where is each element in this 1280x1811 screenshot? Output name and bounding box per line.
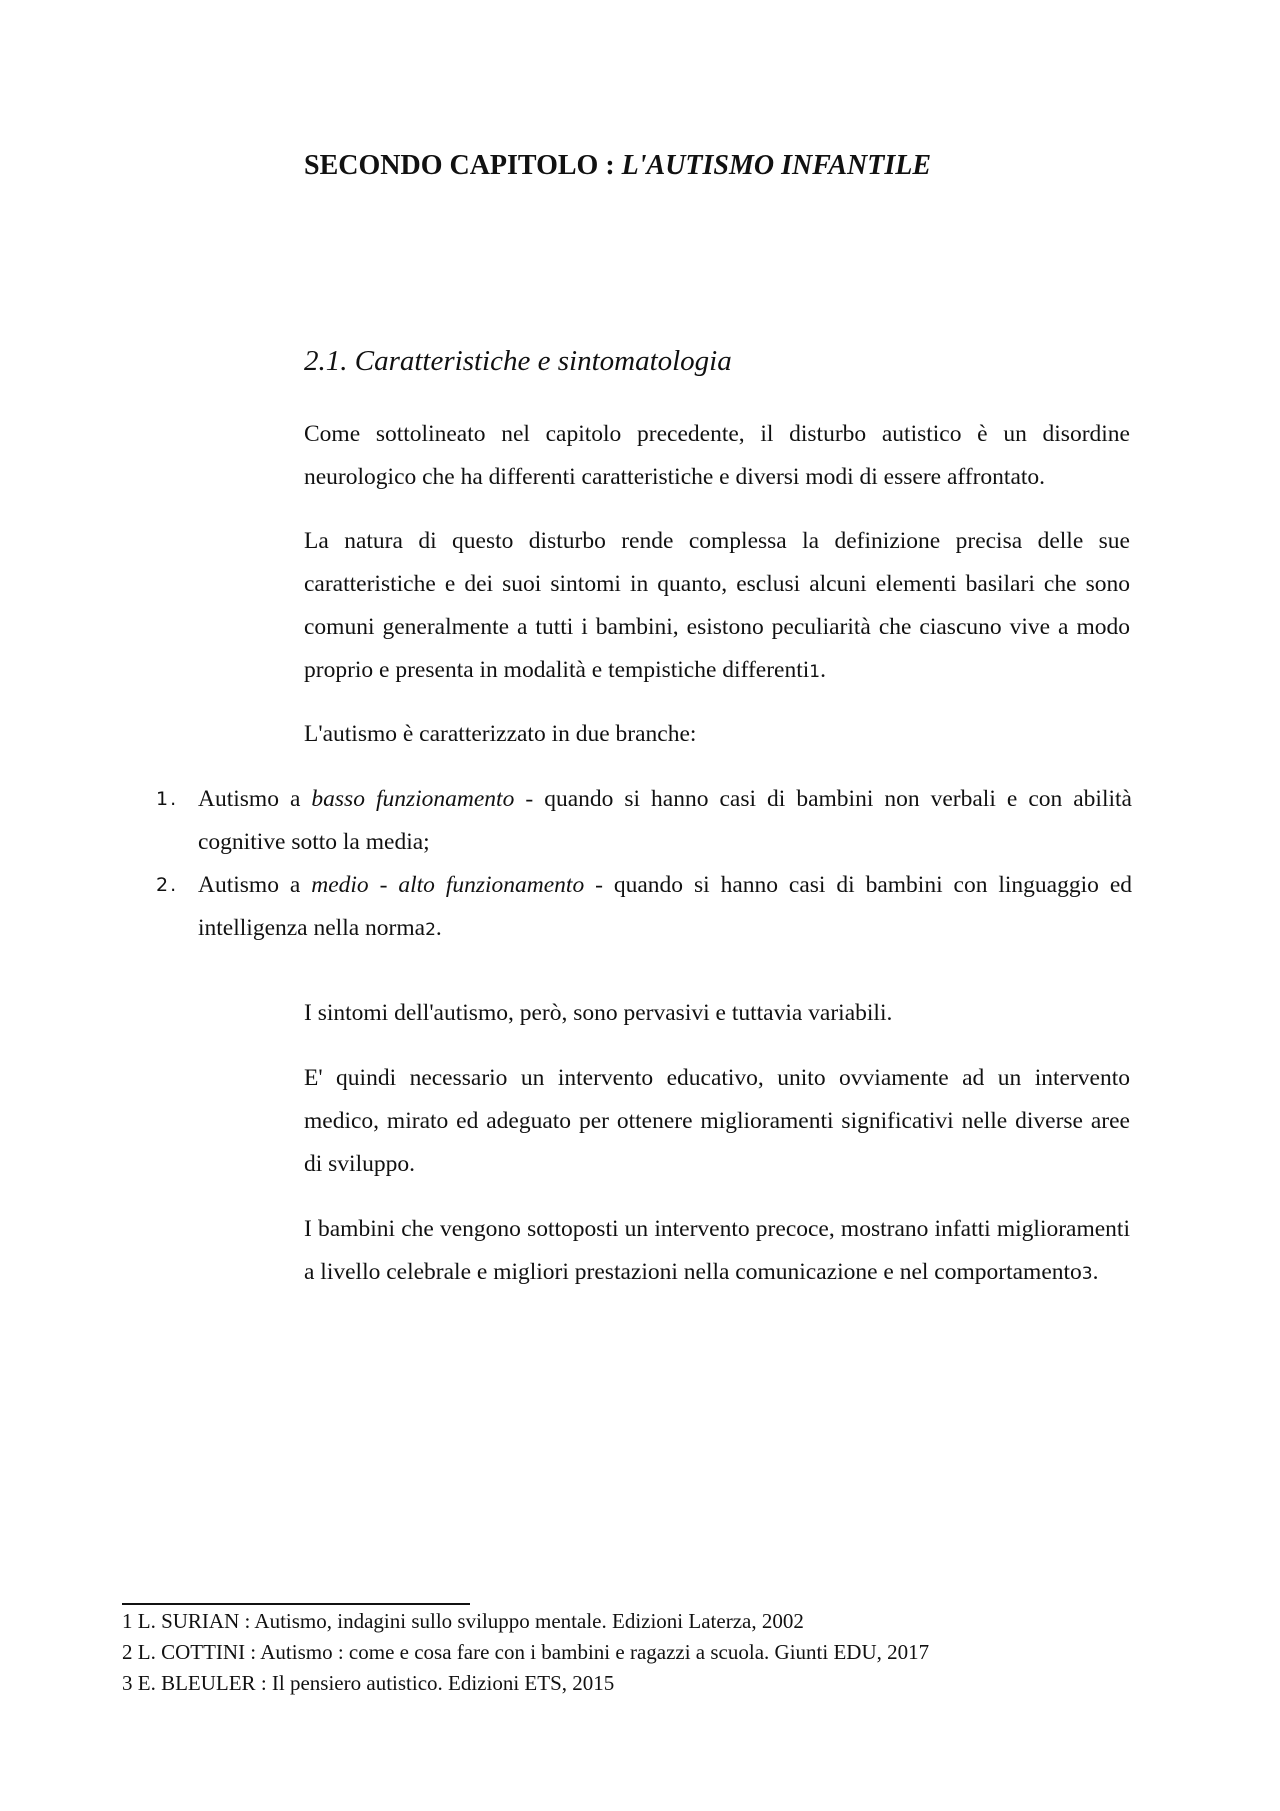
- footnote-number: 1: [122, 1609, 133, 1633]
- list-item-number: 2.: [156, 874, 179, 896]
- chapter-title-prefix: SECONDO CAPITOLO :: [304, 150, 622, 181]
- section-heading: 2.1. Caratteristiche e sintomatologia: [304, 345, 732, 377]
- paragraph-5: E' quindi necessario un intervento educativo, unito ovviamente ad un intervento medico, mirato ed adeguato per ottenere miglioramenti significativi nelle diverse aree di sviluppo.: [304, 1065, 1130, 1177]
- numbered-list: [156, 778, 1132, 952]
- footnote-text: L. SURIAN : Autismo, indagini sullo sviluppo mentale. Edizioni Laterza, 2002: [132, 1609, 804, 1633]
- paragraph-4: I sintomi dell'autismo, però, sono pervasivi e tuttavia variabili.: [304, 1000, 893, 1026]
- list-item-italic: basso funzionamento: [311, 786, 515, 812]
- paragraph-6-end: .: [1092, 1259, 1099, 1285]
- paragraph-3: L'autismo è caratterizzato in due branche:: [304, 721, 697, 747]
- list-item-after: - quando si hanno casi di bambini non verbali e con abilità cognitive sotto la media;: [198, 786, 1132, 855]
- list-item-end: .: [435, 915, 442, 941]
- footnote-ref-3: 3: [1081, 1264, 1093, 1284]
- footnote-number: 2: [122, 1640, 133, 1664]
- list-item-italic: medio - alto funzionamento: [311, 872, 585, 898]
- footnotes: [122, 1606, 1122, 1699]
- list-item-number: 1.: [156, 788, 179, 810]
- footnote: [122, 1668, 1122, 1699]
- footnote-text: E. BLEULER : Il pensiero autistico. Edizioni ETS, 2015: [132, 1671, 615, 1695]
- chapter-title-italic: L'AUTISMO INFANTILE: [621, 150, 932, 181]
- paragraph-6-text: I bambini che vengono sottoposti un intervento precoce, mostrano infatti miglioramenti a livello celebrale e migliori prestazioni nella comunicazione e nel comportamento: [304, 1216, 1130, 1285]
- footnote: [122, 1637, 1122, 1668]
- footnote-ref-1: 1: [809, 662, 821, 682]
- paragraph-2-text: La natura di questo disturbo rende complessa la definizione precisa delle sue caratteristiche e dei suoi sintomi in quanto, esclusi alcuni elementi basilari che sono comuni generalmente a tutti i bambini, esistono peculiarità che ciascuno vive a modo proprio e presenta in modalità e tempistiche differenti: [304, 528, 1130, 683]
- paragraph-6: [304, 1208, 1130, 1296]
- footnote-ref-2: 2: [425, 920, 436, 940]
- list-item: [156, 778, 1132, 864]
- paragraph-2-end: .: [820, 657, 826, 683]
- footnote-separator: [122, 1603, 470, 1605]
- paragraph-1: Come sottolineato nel capitolo precedente, il disturbo autistico è un disordine neurologico che ha differenti caratteristiche e diversi modi di essere affrontato.: [304, 421, 1130, 490]
- footnote-text: L. COTTINI : Autismo : come e cosa fare con i bambini e ragazzi a scuola. Giunti EDU, 2017: [132, 1640, 930, 1664]
- list-item-before: Autismo a: [198, 786, 312, 812]
- chapter-title: [304, 150, 931, 182]
- footnote: [122, 1606, 1122, 1637]
- list-item-after: - quando si hanno casi di bambini con linguaggio ed intelligenza nella norma: [198, 872, 1132, 941]
- list-item: [156, 864, 1132, 952]
- paragraph-2: [304, 520, 1130, 694]
- footnote-number: 3: [122, 1671, 133, 1695]
- list-item-before: Autismo a: [198, 872, 312, 898]
